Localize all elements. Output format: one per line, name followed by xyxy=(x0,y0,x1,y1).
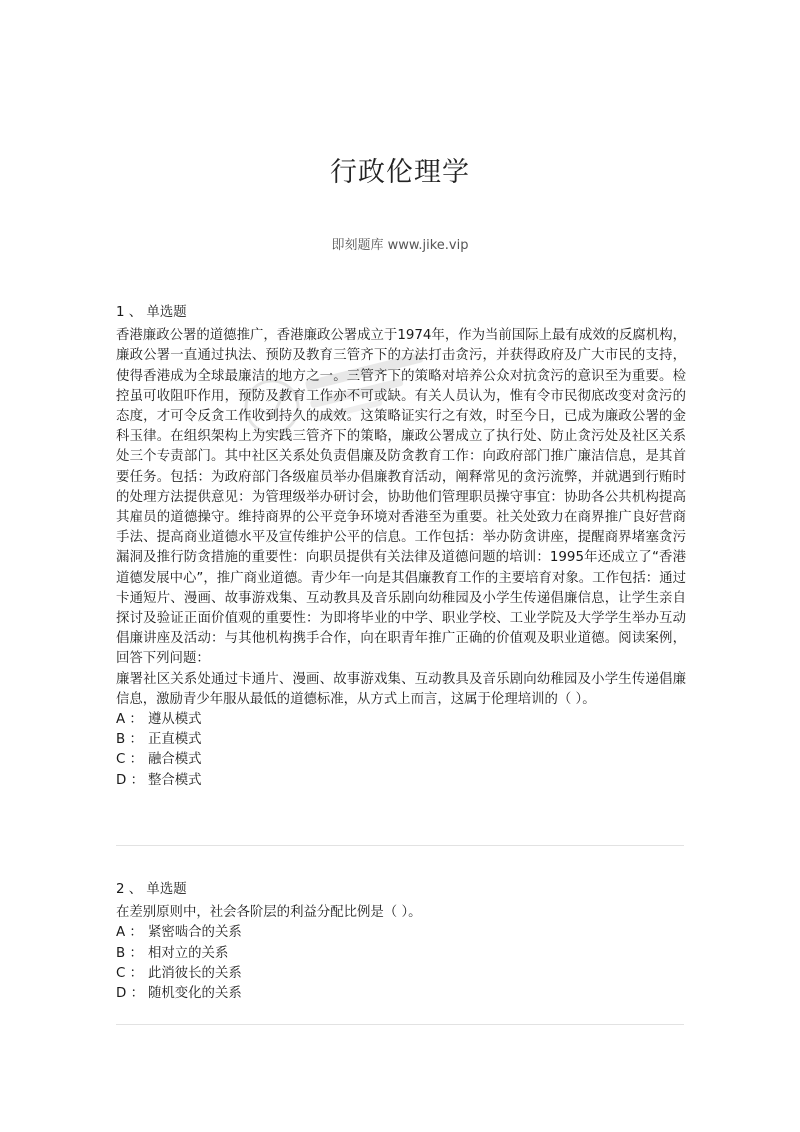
option-b[interactable] xyxy=(116,730,686,750)
option-c[interactable] xyxy=(116,964,686,984)
option-letter: B ： xyxy=(116,945,143,961)
question-prompt: 廉署社区关系处通过卡通片、漫画、故事游戏集、互动教具及音乐剧向幼稚园及小学生传递倡廉信息，激励青少年服从最低的道德标准，从方式上而言，这属于伦理培训的（ ）。 xyxy=(116,671,686,707)
option-text: 正直模式 xyxy=(148,732,202,748)
option-letter: A ： xyxy=(116,925,143,941)
question-2 xyxy=(116,880,686,1004)
document-source: 即刻题库 www.jike.vip xyxy=(331,238,469,253)
question-stem: 香港廉政公署的道德推广，香港廉政公署成立于1974年，作为当前国际上最有成效的反腐机构，廉政公署一直通过执法、预防及教育三管齐下的方法打击贪污，并获得政府及广大市民的支持，使得香港成为全球最廉洁的地方之一。三管齐下的策略对培养公众对抗贪污的意识至为重要。检控虽可收阻吓作用，预防及教育工作亦不可或缺。有关人员认为，惟有令市民彻底改变对贪污的态度，才可令反贪工作收到持久的成效。这策略证实行之有效，时至今日，已成为廉政公署的金科玉律。在组织架构上为实践三管齐下的策略，廉政公署成立了执行处、防止贪污处及社区关系处三个专责部门。其中社区关系处负责倡廉及防贪教育工作：向政府部门推广廉洁信息，是其首要任务。包括：为政府部门各级雇员举办倡廉教育活动，阐释常见的贪污流弊，并就遇到行贿时的处理方法提供意见：为管理级举办研讨会，协助他们管理职员操守事宜：协助各公共机构提高其雇员的道德操守。维持商界的公平竞争环境对香港至为重要。社关处致力在商界推广良好营商手法、提高商业道德水平及宣传维护公平的信息。工作包括：举办防贪讲座，提醒商界堵塞贪污漏洞及推行防贪措施的重要性：向职员提供有关法律及道德问题的培训：1995年还成立了“香港道德发展中心”，推广商业道德。青少年一向是其倡廉教育工作的主要培育对象。工作包括：通过卡通短片、漫画、故事游戏集、互动教具及音乐剧向幼稚园及小学生传递倡廉信息，让学生亲自探讨及验证正面价值观的重要性：为即将毕业的中学、职业学校、工业学院及大学学生举办互动倡廉讲座及活动：与其他机构携手合作，向在职青年推广正确的价值观及职业道德。阅读案例，回答下列问题： xyxy=(116,328,686,667)
option-text: 相对立的关系 xyxy=(148,945,229,961)
option-text: 融合模式 xyxy=(148,752,202,768)
option-d[interactable] xyxy=(116,771,686,791)
option-letter: C ： xyxy=(116,752,143,768)
option-a[interactable] xyxy=(116,923,686,943)
option-b[interactable] xyxy=(116,944,686,964)
question-divider xyxy=(116,845,684,846)
option-text: 紧密啮合的关系 xyxy=(148,925,242,941)
question-header: 2 、 单选题 xyxy=(116,882,187,897)
document-title: 行政伦理学 xyxy=(330,157,470,188)
question-1 xyxy=(116,303,686,791)
option-letter: C ： xyxy=(116,965,143,981)
option-a[interactable] xyxy=(116,710,686,730)
question-divider xyxy=(116,1024,684,1025)
option-letter: D ： xyxy=(116,986,144,1002)
option-text: 随机变化的关系 xyxy=(148,986,242,1002)
option-letter: B ： xyxy=(116,732,143,748)
question-header: 1 、 单选题 xyxy=(116,305,187,320)
option-d[interactable] xyxy=(116,984,686,1004)
option-text: 遵从模式 xyxy=(148,712,202,728)
option-letter: A ： xyxy=(116,712,143,728)
question-stem: 在差别原则中，社会各阶层的利益分配比例是（ ）。 xyxy=(116,905,422,921)
option-text: 整合模式 xyxy=(148,772,202,788)
option-letter: D ： xyxy=(116,772,144,788)
option-text: 此消彼长的关系 xyxy=(148,965,242,981)
option-c[interactable] xyxy=(116,750,686,770)
